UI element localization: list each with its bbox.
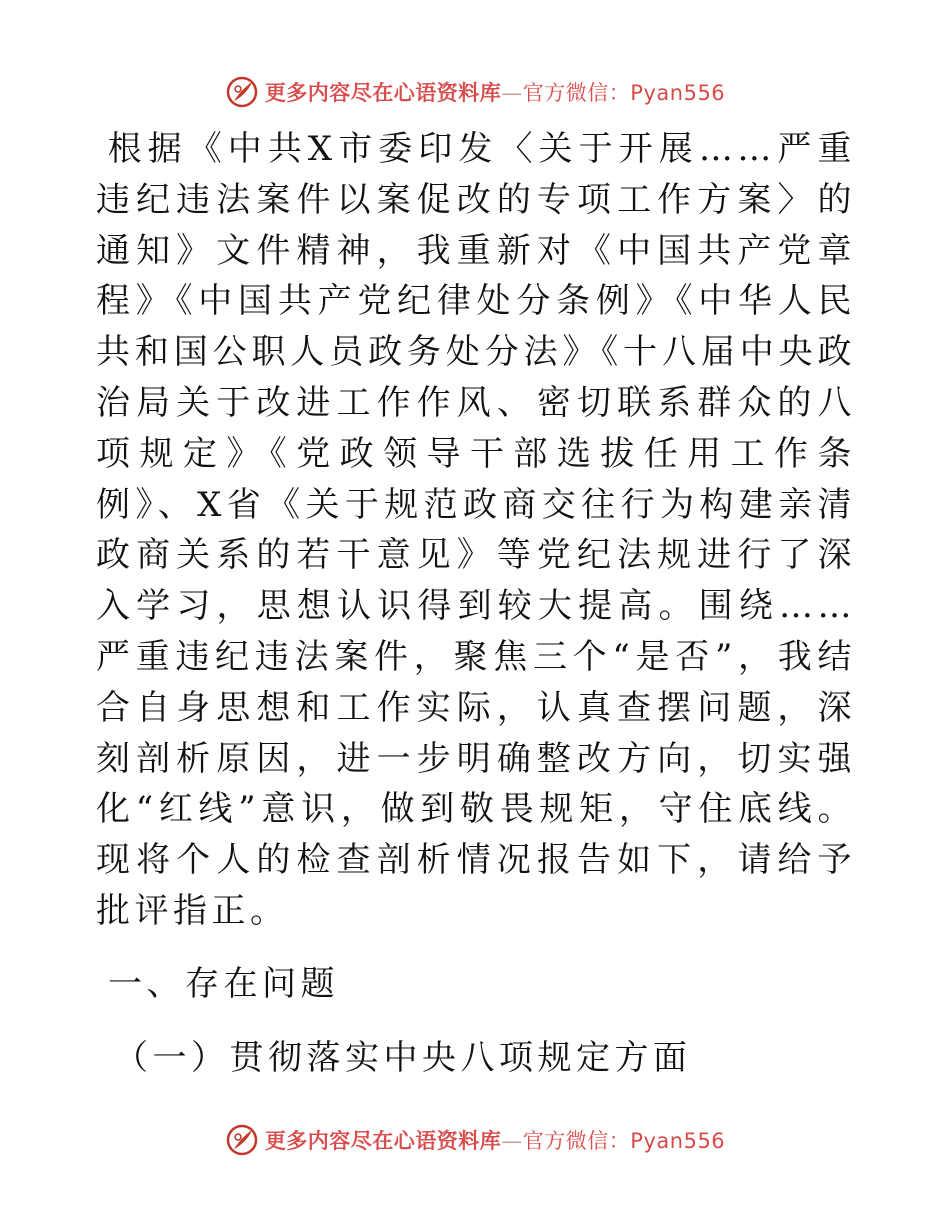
banner-text: 更多内容尽在心语资料库—官方微信：Pyan556 [264,81,726,105]
header-banner [0,70,950,114]
quill-logo-icon [225,1123,259,1157]
subsection-heading: （一）贯彻落实中央八项规定方面 [114,1038,692,1078]
document-paragraph [96,124,856,937]
quill-logo-icon [225,75,259,109]
paragraph-text: 根据《中共X市委印发〈关于开展……严重违纪违法案件以案促改的专项工作方案〉的通知》文件精神，我重新对《中国共产党章程》《中国共产党纪律处分条例》《中华人民共和国公职人员政务处分法》《十八届中央政治局关于改进工作作风、密切联系群众的八项规定》《党政领导干部选拔任用工作条例》、X省《关于规范政商交往行为构建亲清政商关系的若干意见》等党纪法规进行了深入学习，思想认识得到较大提高。围绕……严重违纪违法案件，聚焦三个“是否”，我结合自身思想和工作实际，认真查摆问题，深刻剖析原因，进一步明确整改方向，切实强化“红线”意识，做到敬畏规矩，守住底线。现将个人的检查剖析情况报告如下，请给予批评指正。 [96,129,856,931]
banner-text: 更多内容尽在心语资料库—官方微信：Pyan556 [264,1129,726,1153]
section-heading: 一、存在问题 [108,964,339,1004]
footer-banner [0,1118,950,1162]
